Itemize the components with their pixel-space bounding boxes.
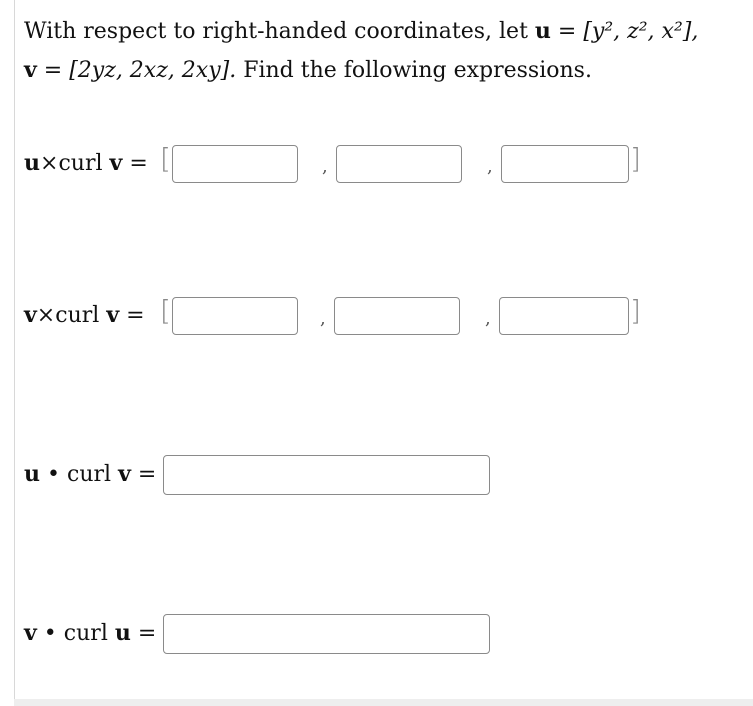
equals-sign-v: = bbox=[36, 58, 70, 83]
comma: , bbox=[485, 308, 491, 329]
expression-row-u-dot-curl-v bbox=[24, 453, 504, 497]
expression-label: u×curl v = bbox=[24, 150, 148, 176]
close-bracket: ] bbox=[630, 142, 641, 175]
expression-row-v-cross-curl-v bbox=[24, 296, 664, 340]
u-vector: [y², z², x²], bbox=[583, 19, 699, 44]
expression-label: u • curl v = bbox=[24, 461, 157, 487]
open-bracket: [ bbox=[160, 142, 171, 175]
expression-row-v-dot-curl-u bbox=[24, 612, 504, 656]
v-cross-curl-v-x-input[interactable] bbox=[172, 297, 298, 335]
question-panel bbox=[14, 0, 753, 699]
instruction-text: Find the following expressions. bbox=[236, 58, 592, 83]
comma: , bbox=[322, 156, 328, 177]
close-bracket: ] bbox=[630, 294, 641, 327]
comma: , bbox=[320, 308, 326, 329]
expression-row-u-cross-curl-v bbox=[24, 144, 664, 188]
open-bracket: [ bbox=[160, 294, 171, 327]
u-cross-curl-v-z-input[interactable] bbox=[501, 145, 629, 183]
expression-label: v×curl v = bbox=[24, 302, 145, 328]
v-cross-curl-v-z-input[interactable] bbox=[499, 297, 629, 335]
u-dot-curl-v-input[interactable] bbox=[163, 455, 490, 495]
question-text bbox=[24, 12, 744, 90]
bottom-strip bbox=[14, 699, 753, 706]
v-symbol: v bbox=[24, 57, 37, 83]
u-cross-curl-v-x-input[interactable] bbox=[172, 145, 298, 183]
v-vector: [2yz, 2xz, 2xy]. bbox=[69, 58, 237, 83]
expression-label: v • curl u = bbox=[24, 620, 157, 646]
u-cross-curl-v-y-input[interactable] bbox=[336, 145, 462, 183]
comma: , bbox=[487, 156, 493, 177]
equals-sign-u: = bbox=[550, 19, 584, 44]
v-dot-curl-u-input[interactable] bbox=[163, 614, 490, 654]
u-symbol: u bbox=[534, 18, 551, 44]
v-cross-curl-v-y-input[interactable] bbox=[334, 297, 460, 335]
intro-text: With respect to right-handed coordinates, let bbox=[24, 19, 535, 44]
